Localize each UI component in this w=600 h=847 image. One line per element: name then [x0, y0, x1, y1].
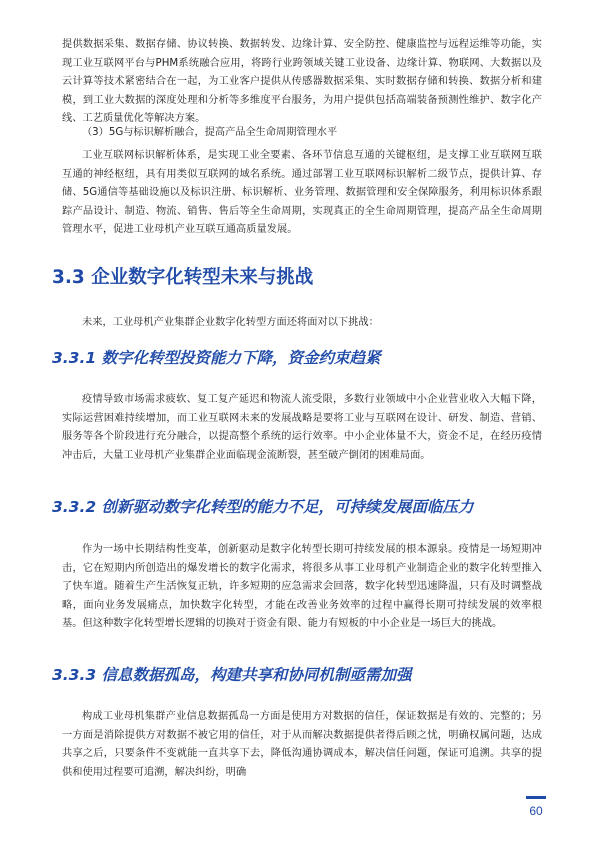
paragraph-challenges-intro: 未来，工业母机产业集群企业数字化转型方面还将面对以下挑战： — [82, 317, 379, 328]
subsection-heading-3-3-1: 3.3.1 数字化转型投资能力下降，资金约束趋紧 — [52, 349, 381, 367]
section-heading-3-3: 3.3 企业数字化转型未来与挑战 — [52, 267, 314, 288]
subsection-heading-3-3-2: 3.3.2 创新驱动数字化转型的能力不足，可持续发展面临压力 — [52, 498, 474, 516]
paragraph-innovation-drive: 作为一场中长期结构性变革，创新驱动是数字化转型长期可持续发展的根本源泉。疫情是一场短期冲击，它在短期内所创造出的爆发增长的数字化需求，将很多从事工业母机产业制造企业的数字化转型推入了快车道。随着生产生活恢复正轨，许多短期的应急需求会回落，数字化转型迅速降温，只有及时调整战略，面向业务发展痛点，加快数字化转型，才能在改善业务效率的过程中赢得长期可持续发展的效率根基。但这种数字化转型增长逻辑的切换对于资金有限、能力有短板的中小企业是一场巨大的挑战。 — [62, 544, 542, 630]
paragraph-platform-services: 提供数据采集、数据存储、协议转换、数据转发、边缘计算、安全防控、健康监控与远程运维等功能，实现工业互联网平台与PHM系统融合应用，将跨行业跨领域关键工业设备、边缘计算、物联网、大数据以及云计算等技术紧密结合在一起，为工业客户提供从传感器数据采集、实时数据存储和转换、数据分析和建模，到工业大数据的深度处理和分析等多维度平台服务，为用户提供包括高端装备预测性维护、数字化产线、工艺质量优化等解决方案。 — [62, 39, 542, 125]
page-number: 60 — [529, 804, 543, 818]
paragraph-investment-decline: 疫情导致市场需求疲软、复工复产延迟和物流人流受限，多数行业领域中小企业营业收入大幅下降，实际运营困难持续增加，而工业互联网未来的发展战略是要将工业与互联网在设计、研发、制造、营销、服务等各个阶段进行充分融合，以提高整个系统的运行效率。中小企业体量不大，资金不足，在经历疫情冲击后，大量工业母机产业集群企业面临现金流断裂，甚至破产倒闭的困难局面。 — [62, 394, 542, 461]
subheading-5g-identifier: （3）5G与标识解析融合，提高产品全生命周期管理水平 — [82, 127, 338, 138]
paragraph-identifier-resolution: 工业互联网标识解析体系，是实现工业全要素、各环节信息互通的关键枢纽，是支撑工业互联网互联互通的神经枢纽，具有用类似互联网的域名系统。通过部署工业互联网标识解析二级节点，提供计算、存储、5G通信等基础设施以及标识注册、标识解析、业务管理、数据管理和安全保障服务，利用标识体系跟踪产品设计、制造、物流、销售、售后等全生命周期，实现真正的全生命周期管理，提高产品全生命周期管理水平，促进工业母机产业互联互通高质量发展。 — [62, 150, 542, 236]
page-number-bar — [526, 796, 546, 799]
subsection-heading-3-3-3: 3.3.3 信息数据孤岛，构建共享和协同机制亟需加强 — [52, 666, 412, 684]
paragraph-data-silos: 构成工业母机集群产业信息数据孤岛一方面是使用方对数据的信任，保证数据是有效的、完整的；另一方面是消除提供方对数据不被它用的信任，对于从而解决数据提供者得后顾之忧，明确权属问题，达成共享之后，只要条件不变就能一直共享下去，降低沟通协调成本，解决信任问题，保证可追溯。共享的提供和使用过程要可追溯，解决纠纷，明确 — [62, 711, 542, 778]
